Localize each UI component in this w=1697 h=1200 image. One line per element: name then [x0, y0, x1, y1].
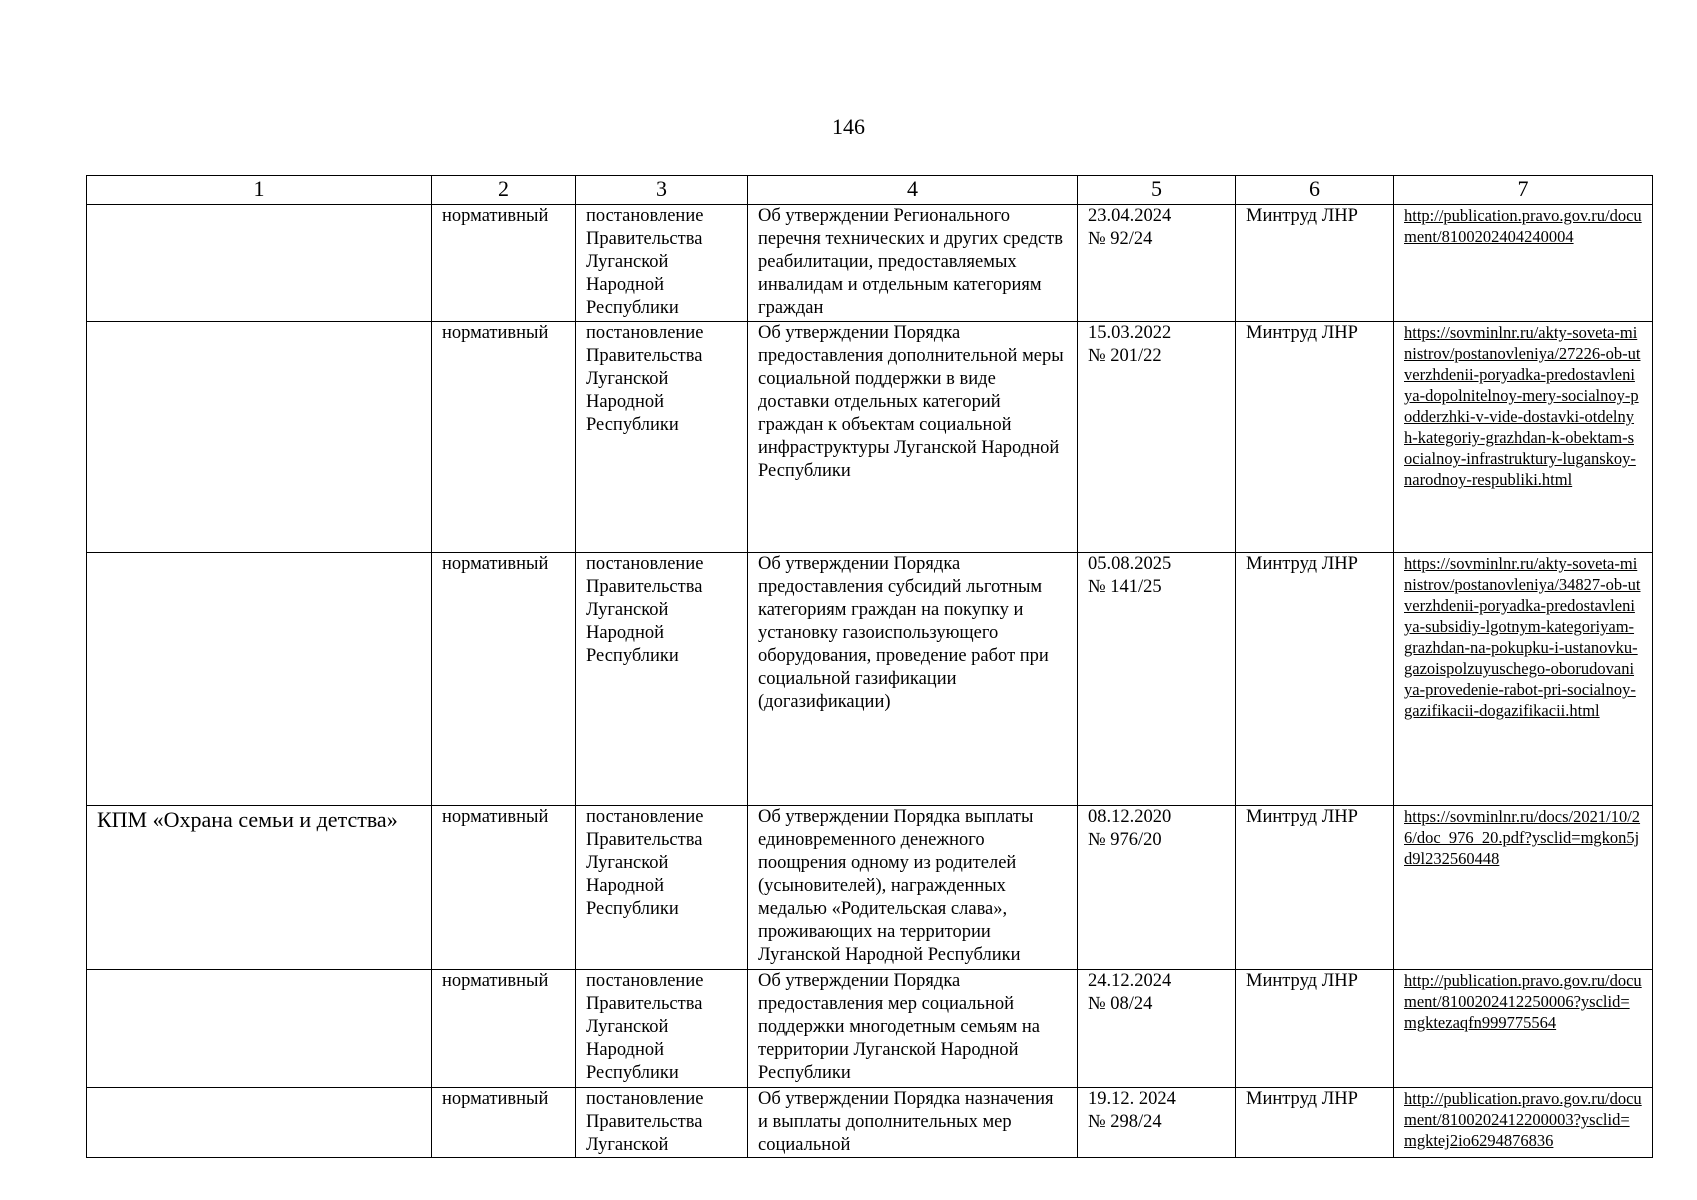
authority-cell: Минтруд ЛНР [1236, 970, 1394, 1088]
document-link[interactable]: https://sovminlnr.ru/akty-soveta-ministrov/postanovleniya/27226-ob-utverzhdenii-poryadka-predostavleniya-dopolnitelnoy-mery-socialnoy-podderzhki-v-vide-dostavki-otdelnyh-kategoriy-grazhdan-k-obektam-socialnoy-infrastruktury-luganskoy-narodnoy-respubliki.html [1404, 323, 1641, 489]
column-header: 4 [748, 176, 1078, 205]
title-cell: Об утверждении Порядка назначения и выплаты дополнительных мер социальной [748, 1088, 1078, 1158]
table-row [87, 322, 1653, 553]
column-header: 2 [432, 176, 576, 205]
page-number: 146 [832, 114, 865, 139]
doc-type-cell: постановление Правительства Луганской Народной Республики [576, 553, 748, 806]
date: 24.12.2024 [1088, 971, 1172, 991]
authority-cell: Минтруд ЛНР [1236, 806, 1394, 970]
doc-type-cell: постановление Правительства Луганской Народной Республики [576, 205, 748, 322]
table-row [87, 553, 1653, 806]
doc-type-cell: постановление Правительства Луганской Народной Республики [576, 970, 748, 1088]
date: 05.08.2025 [1088, 554, 1172, 574]
authority-cell: Минтруд ЛНР [1236, 322, 1394, 553]
date: 19.12. 2024 [1088, 1089, 1176, 1109]
document-link[interactable]: https://sovminlnr.ru/akty-soveta-ministrov/postanovleniya/34827-ob-utverzhdenii-poryadka-predostavleniya-subsidiy-lgotnym-kategoriyam-grazhdan-na-pokupku-i-ustanovku-gazoispolzuyuschego-oborudovaniya-provedenie-rabot-pri-socialnoy-gazifikacii-dogazifikacii.html [1404, 554, 1641, 720]
date-cell [1078, 970, 1236, 1088]
program-cell [87, 205, 432, 322]
column-header: 7 [1394, 176, 1653, 205]
doc-type-cell: постановление Правительства Луганской Народной Республики [576, 806, 748, 970]
doc-type-cell: постановление Правительства Луганской Народной Республики [576, 322, 748, 553]
date: 23.04.2024 [1088, 206, 1172, 226]
date-cell [1078, 205, 1236, 322]
program-cell [87, 322, 432, 553]
link-cell [1394, 553, 1653, 806]
document-link[interactable]: http://publication.pravo.gov.ru/document/8100202412200003?ysclid=mgktej2io6294876836 [1404, 1089, 1642, 1150]
title-cell: Об утверждении Порядка выплаты единовременного денежного поощрения одному из родителей (усыновителей), награжденных медалью «Родительская слава», проживающих на территории Луганской Народной Республики [748, 806, 1078, 970]
table-row [87, 205, 1653, 322]
column-header: 6 [1236, 176, 1394, 205]
doc-number: № 141/25 [1088, 577, 1162, 597]
title-cell: Об утверждении Регионального перечня технических и других средств реабилитации, предоставляемых инвалидам и отдельным категориям граждан [748, 205, 1078, 322]
column-header: 1 [87, 176, 432, 205]
authority-cell: Минтруд ЛНР [1236, 553, 1394, 806]
program-cell [87, 970, 432, 1088]
doc-number: № 92/24 [1088, 229, 1153, 249]
column-header: 3 [576, 176, 748, 205]
doc-number: № 201/22 [1088, 346, 1162, 366]
column-header: 5 [1078, 176, 1236, 205]
kind-cell: нормативный [432, 806, 576, 970]
kind-cell: нормативный [432, 553, 576, 806]
doc-number: № 976/20 [1088, 830, 1162, 850]
document-link[interactable]: https://sovminlnr.ru/docs/2021/10/26/doc_976_20.pdf?ysclid=mgkon5jd9l232560448 [1404, 807, 1641, 868]
kind-cell: нормативный [432, 205, 576, 322]
date-cell [1078, 322, 1236, 553]
doc-type-cell: постановление Правительства Луганской [576, 1088, 748, 1158]
table-row [87, 970, 1653, 1088]
authority-cell: Минтруд ЛНР [1236, 1088, 1394, 1158]
doc-number: № 08/24 [1088, 994, 1153, 1014]
authority-cell: Минтруд ЛНР [1236, 205, 1394, 322]
document-link[interactable]: http://publication.pravo.gov.ru/document/8100202412250006?ysclid=mgktezaqfn999775564 [1404, 971, 1642, 1032]
kind-cell: нормативный [432, 322, 576, 553]
table-row [87, 806, 1653, 970]
title-cell: Об утверждении Порядка предоставления субсидий льготным категориям граждан на покупку и установку газоиспользующего оборудования, проведение работ при социальной газификации (догазификации) [748, 553, 1078, 806]
link-cell [1394, 1088, 1653, 1158]
date-cell [1078, 1088, 1236, 1158]
title-cell: Об утверждении Порядка предоставления дополнительной меры социальной поддержки в виде доставки отдельных категорий граждан к объектам социальной инфраструктуры Луганской Народной Республики [748, 322, 1078, 553]
title-cell: Об утверждении Порядка предоставления мер социальной поддержки многодетным семьям на территории Луганской Народной Республики [748, 970, 1078, 1088]
link-cell [1394, 806, 1653, 970]
program-cell: КПМ «Охрана семьи и детства» [87, 806, 432, 970]
doc-number: № 298/24 [1088, 1112, 1162, 1132]
program-cell [87, 1088, 432, 1158]
link-cell [1394, 205, 1653, 322]
program-cell [87, 553, 432, 806]
date: 15.03.2022 [1088, 323, 1172, 343]
regulatory-acts-table [86, 175, 1653, 1158]
kind-cell: нормативный [432, 1088, 576, 1158]
document-link[interactable]: http://publication.pravo.gov.ru/document/8100202404240004 [1404, 206, 1642, 246]
link-cell [1394, 970, 1653, 1088]
date-cell [1078, 553, 1236, 806]
table-row [87, 1088, 1653, 1158]
kind-cell: нормативный [432, 970, 576, 1088]
date-cell [1078, 806, 1236, 970]
date: 08.12.2020 [1088, 807, 1172, 827]
link-cell [1394, 322, 1653, 553]
column-number-row [87, 176, 1653, 205]
